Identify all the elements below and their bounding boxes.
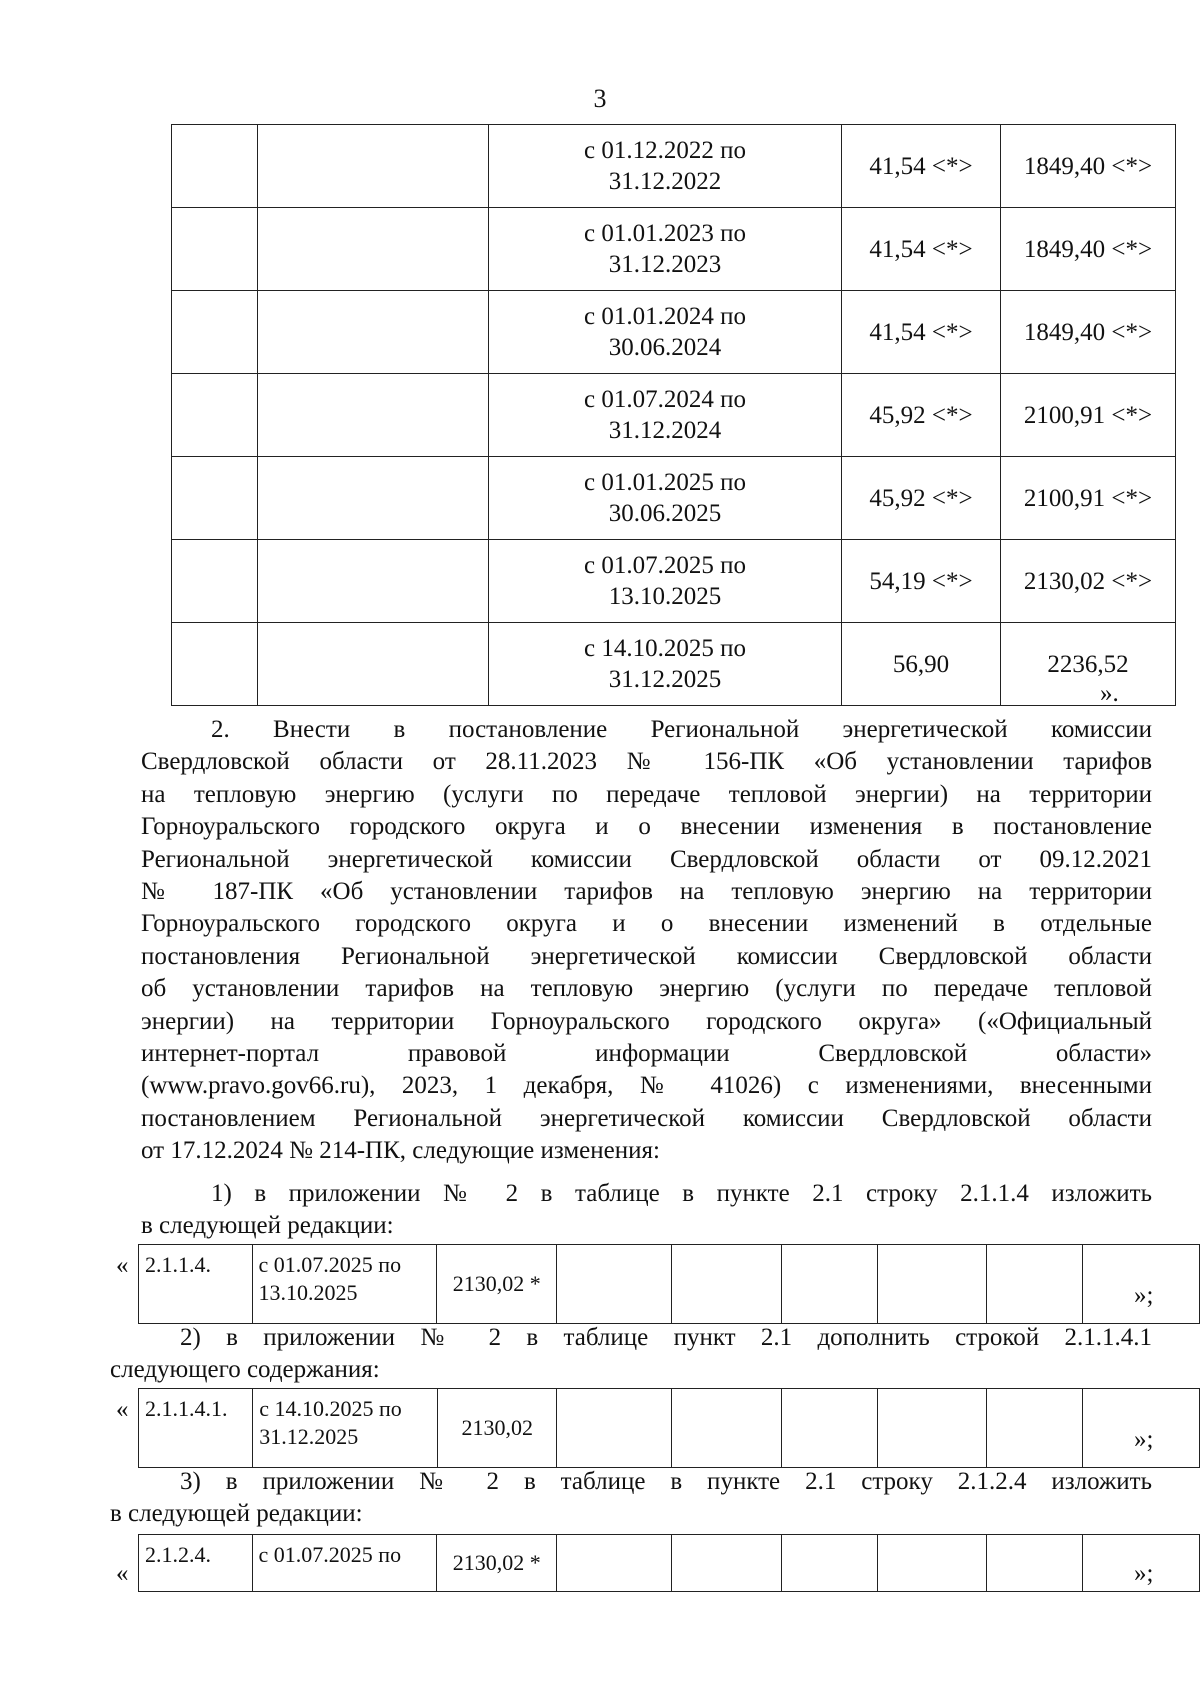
paragraph-2-line: (www.pravo.gov66.ru), 2023, 1 декабря, № 41026) с изменениями, внесенными	[141, 1072, 1152, 1100]
empty-cell	[672, 1389, 782, 1468]
item-1-line1: 1) в приложении № 2 в таблице в пункте 2.1 строку 2.1.1.4 изложить	[211, 1180, 1152, 1207]
empty-cell	[172, 291, 258, 374]
paragraph-2-line: постановления Региональной энергетической комиссии Свердловской области	[141, 942, 1152, 970]
item-2-row-table	[138, 1388, 1200, 1468]
period-cell: с 01.01.2024 по 30.06.2024	[489, 291, 842, 374]
paragraph-2-line: на тепловую энергию (услуги по передаче тепловой энергии) на территории	[141, 780, 1152, 808]
paragraph-2-last-line: от 17.12.2024 № 214-ПК, следующие изменения:	[141, 1137, 660, 1165]
row-code: 2.1.1.4.1.	[139, 1389, 253, 1468]
empty-cell	[557, 1389, 672, 1468]
table-row	[139, 1245, 1200, 1324]
empty-cell	[986, 1535, 1082, 1592]
empty-cell	[671, 1245, 781, 1324]
paragraph-2-line: энергии) на территории Горноуральского городского округа» («Официальный	[141, 1007, 1152, 1035]
rate1-cell: 41,54 <*>	[842, 208, 1001, 291]
rate1-cell: 45,92 <*>	[842, 457, 1001, 540]
tariff-table	[171, 124, 1176, 706]
rate2-cell: 1849,40 <*>	[1001, 125, 1176, 208]
period-cell: с 01.01.2023 по 31.12.2023	[489, 208, 842, 291]
empty-cell	[172, 623, 258, 706]
item-3-line1: 3) в приложении № 2 в таблице в пункте 2.1 строку 2.1.2.4 изложить	[180, 1468, 1152, 1495]
item-3-open-quote: «	[116, 1560, 129, 1587]
item-1-open-quote: «	[116, 1252, 129, 1279]
empty-cell	[258, 457, 489, 540]
rate2-cell: 2100,91 <*>	[1001, 457, 1176, 540]
empty-cell	[556, 1535, 671, 1592]
tariff-table-closing-quote: ».	[1100, 680, 1119, 707]
row-period: с 14.10.2025 по 31.12.2025	[253, 1389, 438, 1468]
item-2-line1: 2) в приложении № 2 в таблице пункт 2.1 дополнить строкой 2.1.1.4.1	[180, 1324, 1152, 1351]
table-row	[172, 457, 1176, 540]
empty-cell	[172, 457, 258, 540]
empty-cell	[877, 1535, 986, 1592]
empty-cell	[671, 1535, 781, 1592]
rate1-cell: 54,19 <*>	[842, 540, 1001, 623]
empty-cell	[258, 623, 489, 706]
paragraph-2-line: Свердловской области от 28.11.2023 № 156-ПК «Об установлении тарифов	[141, 748, 1152, 776]
empty-cell	[172, 374, 258, 457]
item-2-open-quote: «	[116, 1396, 129, 1423]
rate2-cell: 2236,52	[1001, 623, 1176, 706]
empty-cell	[258, 208, 489, 291]
table-row	[172, 208, 1176, 291]
empty-cell	[556, 1245, 671, 1324]
empty-cell	[987, 1389, 1083, 1468]
table-row	[172, 125, 1176, 208]
page-number: 3	[593, 84, 607, 113]
period-cell: с 01.07.2025 по 13.10.2025	[489, 540, 842, 623]
item-3-line2: в следующей редакции:	[110, 1500, 363, 1527]
paragraph-2-line: Региональной энергетической комиссии Свердловской области от 09.12.2021	[141, 845, 1152, 873]
rate1-cell: 41,54 <*>	[842, 291, 1001, 374]
row-period: с 01.07.2025 по 13.10.2025	[252, 1245, 437, 1324]
table-row	[139, 1535, 1200, 1592]
rate1-cell: 41,54 <*>	[842, 125, 1001, 208]
empty-cell	[781, 1535, 877, 1592]
paragraph-2-line: постановлением Региональной энергетической комиссии Свердловской области	[141, 1104, 1152, 1132]
paragraph-2-line: Горноуральского городского округа и о внесении изменения в постановление	[141, 813, 1152, 841]
item-3-close-quote: »;	[1134, 1560, 1154, 1587]
rate2-cell: 1849,40 <*>	[1001, 291, 1176, 374]
rate2-cell: 2100,91 <*>	[1001, 374, 1176, 457]
row-value: 2130,02 *	[437, 1245, 557, 1324]
period-cell: с 14.10.2025 по 31.12.2025	[489, 623, 842, 706]
table-row	[172, 291, 1176, 374]
rate2-cell: 2130,02 <*>	[1001, 540, 1176, 623]
row-code: 2.1.2.4.	[139, 1535, 253, 1592]
rate2-cell: 1849,40 <*>	[1001, 208, 1176, 291]
empty-cell	[878, 1389, 987, 1468]
item-2-line2: следующего содержания:	[110, 1356, 380, 1383]
empty-cell	[172, 125, 258, 208]
row-period: с 01.07.2025 по	[252, 1535, 437, 1592]
empty-cell	[258, 540, 489, 623]
item-1-line2: в следующей редакции:	[141, 1212, 394, 1239]
item-3-row-table	[138, 1534, 1200, 1592]
empty-cell	[172, 208, 258, 291]
paragraph-2-line: интернет-портал правовой информации Свердловской области»	[141, 1040, 1152, 1067]
row-code: 2.1.1.4.	[139, 1245, 253, 1324]
row-value: 2130,02 *	[437, 1535, 557, 1592]
paragraph-2-line: 2. Внести в постановление Региональной энергетической комиссии	[211, 716, 1152, 743]
rate1-cell: 45,92 <*>	[842, 374, 1001, 457]
empty-cell	[258, 374, 489, 457]
period-cell: с 01.12.2022 по 31.12.2022	[489, 125, 842, 208]
item-1-row-table	[138, 1244, 1200, 1324]
table-row	[172, 540, 1176, 623]
item-1-close-quote: »;	[1134, 1282, 1154, 1309]
empty-cell	[781, 1245, 877, 1324]
paragraph-2-line: Горноуральского городского округа и о внесении изменений в отдельные	[141, 910, 1152, 938]
period-cell: с 01.07.2024 по 31.12.2024	[489, 374, 842, 457]
row-value: 2130,02	[438, 1389, 557, 1468]
empty-cell	[877, 1245, 986, 1324]
item-2-close-quote: »;	[1134, 1426, 1154, 1453]
empty-cell	[986, 1245, 1082, 1324]
table-row	[172, 623, 1176, 706]
empty-cell	[781, 1389, 877, 1468]
period-cell: с 01.01.2025 по 30.06.2025	[489, 457, 842, 540]
empty-cell	[172, 540, 258, 623]
table-row	[139, 1389, 1200, 1468]
empty-cell	[258, 125, 489, 208]
table-row	[172, 374, 1176, 457]
paragraph-2-line: об установлении тарифов на тепловую энергию (услуги по передаче тепловой	[141, 975, 1152, 1003]
rate1-cell: 56,90	[842, 623, 1001, 706]
paragraph-2-line: № 187-ПК «Об установлении тарифов на тепловую энергию на территории	[141, 878, 1152, 905]
empty-cell	[258, 291, 489, 374]
